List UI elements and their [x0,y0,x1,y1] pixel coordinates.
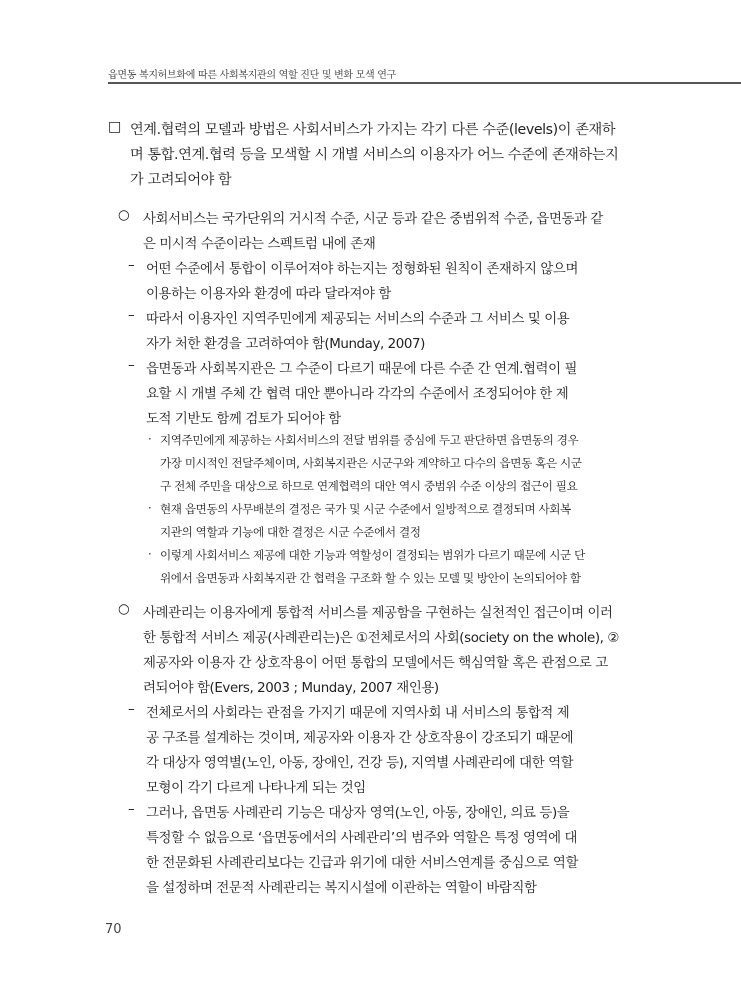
dash-bullet-marker: – [128,702,135,717]
paragraph-line: 지관의 역할과 기능에 대한 결정은 시군 수준에서 결정 [160,525,421,539]
paragraph-line: 자가 처한 환경을 고려하여야 함(Munday, 2007) [146,337,425,352]
paragraph-line: 그러나, 읍면동 사례관리 기능은 대상자 영역(노인, 아동, 장애인, 의료 등)을 [146,806,570,821]
dot-bullet-marker: · [148,501,152,515]
dot-bullet-marker: · [148,547,152,561]
paragraph-line: 지역주민에게 제공하는 사회서비스의 전달 범위를 중심에 두고 판단하면 읍면동의 경우 [160,433,579,447]
paragraph-line: 이렇게 사회서비스 제공에 대한 기능과 역할성이 결정되는 범위가 다르기 때문에 시군 단 [160,548,585,562]
paragraph-line: 이용하는 이용자와 환경에 따라 달라져야 함 [146,287,391,302]
paragraph-line: 따라서 이용자인 지역주민에게 제공되는 서비스의 수준과 그 서비스 및 이용 [146,312,570,327]
paragraph-line: 을 설정하며 전문적 사례관리는 복지시설에 이관하는 역할이 바람직함 [146,881,537,896]
paragraph-line: 전체로서의 사회라는 관점을 가지기 때문에 지역사회 내 서비스의 통합적 제 [146,706,570,721]
dash-bullet-marker: – [128,308,135,323]
square-bullet-marker: □ [108,119,122,135]
running-header: 읍면동 복지허브화에 따른 사회복지관의 역할 진단 및 변화 모색 연구 [108,70,396,81]
dash-bullet-marker: – [128,258,135,273]
dash-bullet-marker: – [128,802,135,817]
paragraph-line: 읍면동과 사회복지관은 그 수준이 다르기 때문에 다른 수준 간 연계.협력이 필 [146,362,578,377]
paragraph-line: 가 고려되어야 함 [130,172,232,188]
paragraph-line: 위에서 읍면동과 사회복지관 간 협력을 구조화 할 수 있는 모델 및 방안이 논의되어야 함 [160,571,581,585]
paragraph-line: 연계.협력의 모델과 방법은 사회서비스가 가지는 각기 다른 수준(levels)이 존재하 [130,122,616,138]
dot-bullet-marker: · [148,432,152,446]
paragraph-line: 한 전문화된 사례관리보다는 긴급과 위기에 대한 서비스연계를 중심으로 역할 [146,856,578,871]
paragraph-line: 가장 미시적인 전달주체이며, 사회복지관은 시군구와 계약하고 다수의 읍면동 혹은 시군 [160,456,582,470]
circle-bullet-marker: ○ [118,208,130,223]
header-rule [108,82,741,84]
circle-bullet-marker: ○ [118,602,130,617]
paragraph-line: 사례관리는 이용자에게 통합적 서비스를 제공함을 구현하는 실천적인 접근이며 이러 [143,606,613,621]
page-number: 70 [105,922,122,937]
paragraph-line: 어떤 수준에서 통합이 이루어져야 하는지는 정형화된 원칙이 존재하지 않으며 [146,262,578,277]
paragraph-line: 현재 읍면동의 사무배분의 결정은 국가 및 시군 수준에서 일방적으로 결정되며 사회복 [160,502,571,516]
dash-bullet-marker: – [128,358,135,373]
paragraph-line: 각 대상자 영역별(노인, 아동, 장애인, 건강 등), 지역별 사례관리에 대한 역할 [146,756,574,771]
paragraph-line: 제공자와 이용자 간 상호작용이 어떤 통합의 모델에서든 핵심역할 혹은 관점으로 고 [143,656,608,671]
paragraph-line: 한 통합적 서비스 제공(사례관리는)은 ①전체로서의 사회(society on the whole), ② [143,631,619,646]
paragraph-line: 구 전체 주민을 대상으로 하므로 연계협력의 대안 역시 중범위 수준 이상의 접근이 필요 [160,479,578,493]
paragraph-line: 요할 시 개별 주체 간 협력 대안 뿐아니라 각각의 수준에서 조정되어야 한 제 [146,387,569,402]
paragraph-line: 공 구조를 설계하는 것이며, 제공자와 이용자 간 상호작용이 강조되기 때문에 [146,731,574,746]
paragraph-line: 특정할 수 없음으로 ‘읍면동에서의 사례관리’의 범주와 역할은 특정 영역에 대 [146,831,578,846]
paragraph-line: 며 통합.연계.협력 등을 모색할 시 개별 서비스의 이용자가 어느 수준에 존재하는지 [130,147,619,163]
paragraph-line: 은 미시적 수준이라는 스펙트럼 내에 존재 [143,237,376,252]
paragraph-line: 려되어야 함(Evers, 2003 ; Munday, 2007 재인용) [143,681,439,696]
paragraph-line: 도적 기반도 함께 검토가 되어야 함 [146,412,341,427]
paragraph-line: 모형이 각기 다르게 나타나게 되는 것임 [146,781,366,796]
paragraph-line: 사회서비스는 국가단위의 거시적 수준, 시군 등과 같은 중범위적 수준, 읍면동과 같 [143,212,603,227]
